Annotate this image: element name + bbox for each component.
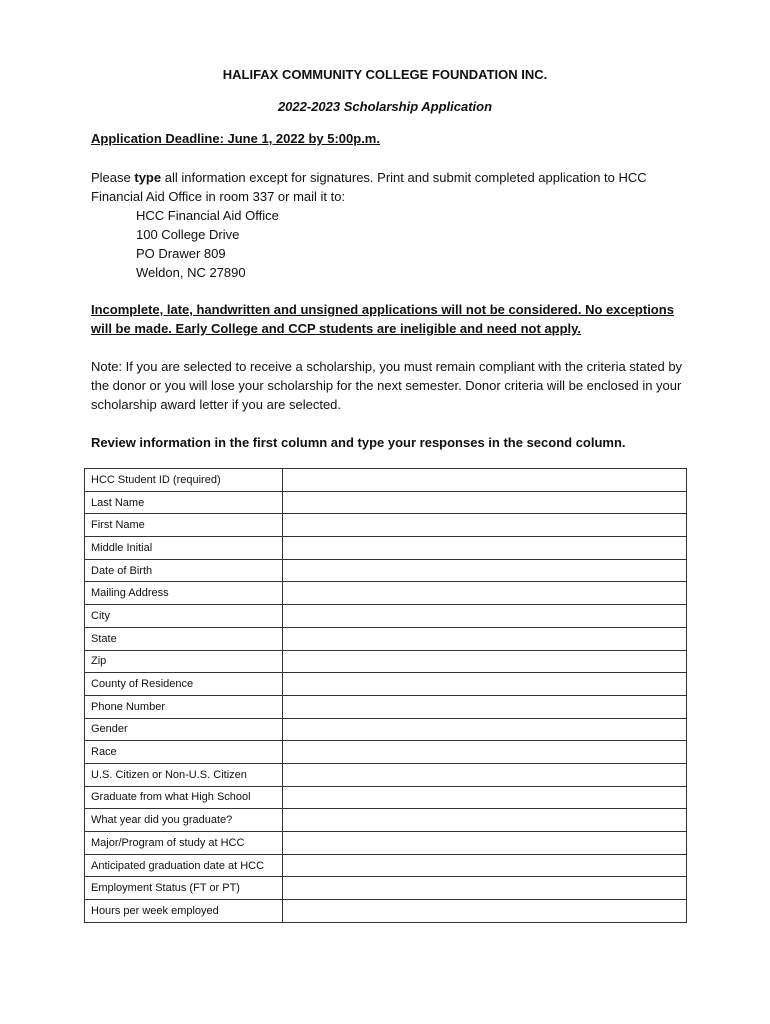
form-row bbox=[85, 673, 687, 696]
form-response-field[interactable] bbox=[283, 605, 687, 628]
form-response-field[interactable] bbox=[283, 854, 687, 877]
form-field-label: Last Name bbox=[85, 491, 283, 514]
form-row bbox=[85, 741, 687, 764]
form-response-field[interactable] bbox=[283, 741, 687, 764]
form-response-field[interactable] bbox=[283, 582, 687, 605]
form-row bbox=[85, 832, 687, 855]
instructions-paragraph: Please type all information except for signatures. Print and submit completed application to HCC Financial Aid Office in room 337 or mail it to: bbox=[91, 170, 647, 204]
form-row bbox=[85, 537, 687, 560]
address-line: HCC Financial Aid Office bbox=[136, 208, 279, 223]
form-response-field[interactable] bbox=[283, 491, 687, 514]
form-field-label: City bbox=[85, 605, 283, 628]
form-response-field[interactable] bbox=[283, 537, 687, 560]
form-field-label: Major/Program of study at HCC bbox=[85, 832, 283, 855]
form-field-label: Race bbox=[85, 741, 283, 764]
type-emphasis: type bbox=[134, 170, 162, 185]
form-field-label: HCC Student ID (required) bbox=[85, 469, 283, 492]
form-field-label: Hours per week employed bbox=[85, 900, 283, 923]
form-response-field[interactable] bbox=[283, 809, 687, 832]
form-response-field[interactable] bbox=[283, 469, 687, 492]
form-response-field[interactable] bbox=[283, 786, 687, 809]
form-response-field[interactable] bbox=[283, 514, 687, 537]
form-field-label: Phone Number bbox=[85, 695, 283, 718]
form-row bbox=[85, 718, 687, 741]
address-line: Weldon, NC 27890 bbox=[136, 265, 246, 280]
form-row bbox=[85, 786, 687, 809]
form-row bbox=[85, 809, 687, 832]
form-response-field[interactable] bbox=[283, 832, 687, 855]
form-row bbox=[85, 695, 687, 718]
form-row bbox=[85, 900, 687, 923]
compliance-note: Note: If you are selected to receive a scholarship, you must remain compliant with the criteria stated by the donor or you will lose your scholarship for the next semester. Donor criteria will be enclosed in your scholarship award letter if you are selected. bbox=[91, 359, 683, 412]
address-line: 100 College Drive bbox=[136, 227, 240, 242]
form-response-field[interactable] bbox=[283, 763, 687, 786]
form-field-label: Graduate from what High School bbox=[85, 786, 283, 809]
form-field-label: Mailing Address bbox=[85, 582, 283, 605]
form-response-field[interactable] bbox=[283, 718, 687, 741]
eligibility-warning: Incomplete, late, handwritten and unsigned applications will not be considered. No exceptions will be made. Early College and CCP students are ineligible and need not apply. bbox=[91, 302, 674, 336]
organization-title: HALIFAX COMMUNITY COLLEGE FOUNDATION INC. bbox=[222, 67, 548, 82]
form-row bbox=[85, 491, 687, 514]
form-response-field[interactable] bbox=[283, 650, 687, 673]
form-row bbox=[85, 469, 687, 492]
form-field-label: Middle Initial bbox=[85, 537, 283, 560]
form-field-label: First Name bbox=[85, 514, 283, 537]
form-row bbox=[85, 763, 687, 786]
form-response-field[interactable] bbox=[283, 695, 687, 718]
form-response-field[interactable] bbox=[283, 559, 687, 582]
form-response-field[interactable] bbox=[283, 673, 687, 696]
form-row bbox=[85, 650, 687, 673]
form-row bbox=[85, 514, 687, 537]
form-row bbox=[85, 605, 687, 628]
form-field-label: Zip bbox=[85, 650, 283, 673]
form-row bbox=[85, 559, 687, 582]
form-row bbox=[85, 582, 687, 605]
form-field-label: What year did you graduate? bbox=[85, 809, 283, 832]
form-field-label: U.S. Citizen or Non-U.S. Citizen bbox=[85, 763, 283, 786]
form-field-label: State bbox=[85, 627, 283, 650]
form-field-label: Employment Status (FT or PT) bbox=[85, 877, 283, 900]
form-field-label: County of Residence bbox=[85, 673, 283, 696]
mailing-address-block bbox=[136, 206, 279, 282]
form-row bbox=[85, 854, 687, 877]
form-response-field[interactable] bbox=[283, 627, 687, 650]
form-field-label: Date of Birth bbox=[85, 559, 283, 582]
application-deadline: Application Deadline: June 1, 2022 by 5:00p.m. bbox=[91, 131, 380, 146]
review-instructions: Review information in the first column and type your responses in the second column. bbox=[91, 435, 626, 450]
application-subtitle: 2022-2023 Scholarship Application bbox=[277, 99, 493, 114]
form-field-label: Gender bbox=[85, 718, 283, 741]
form-row bbox=[85, 627, 687, 650]
form-response-field[interactable] bbox=[283, 900, 687, 923]
form-row bbox=[85, 877, 687, 900]
form-response-field[interactable] bbox=[283, 877, 687, 900]
form-field-label: Anticipated graduation date at HCC bbox=[85, 854, 283, 877]
address-line: PO Drawer 809 bbox=[136, 246, 226, 261]
application-form-table bbox=[84, 468, 687, 923]
